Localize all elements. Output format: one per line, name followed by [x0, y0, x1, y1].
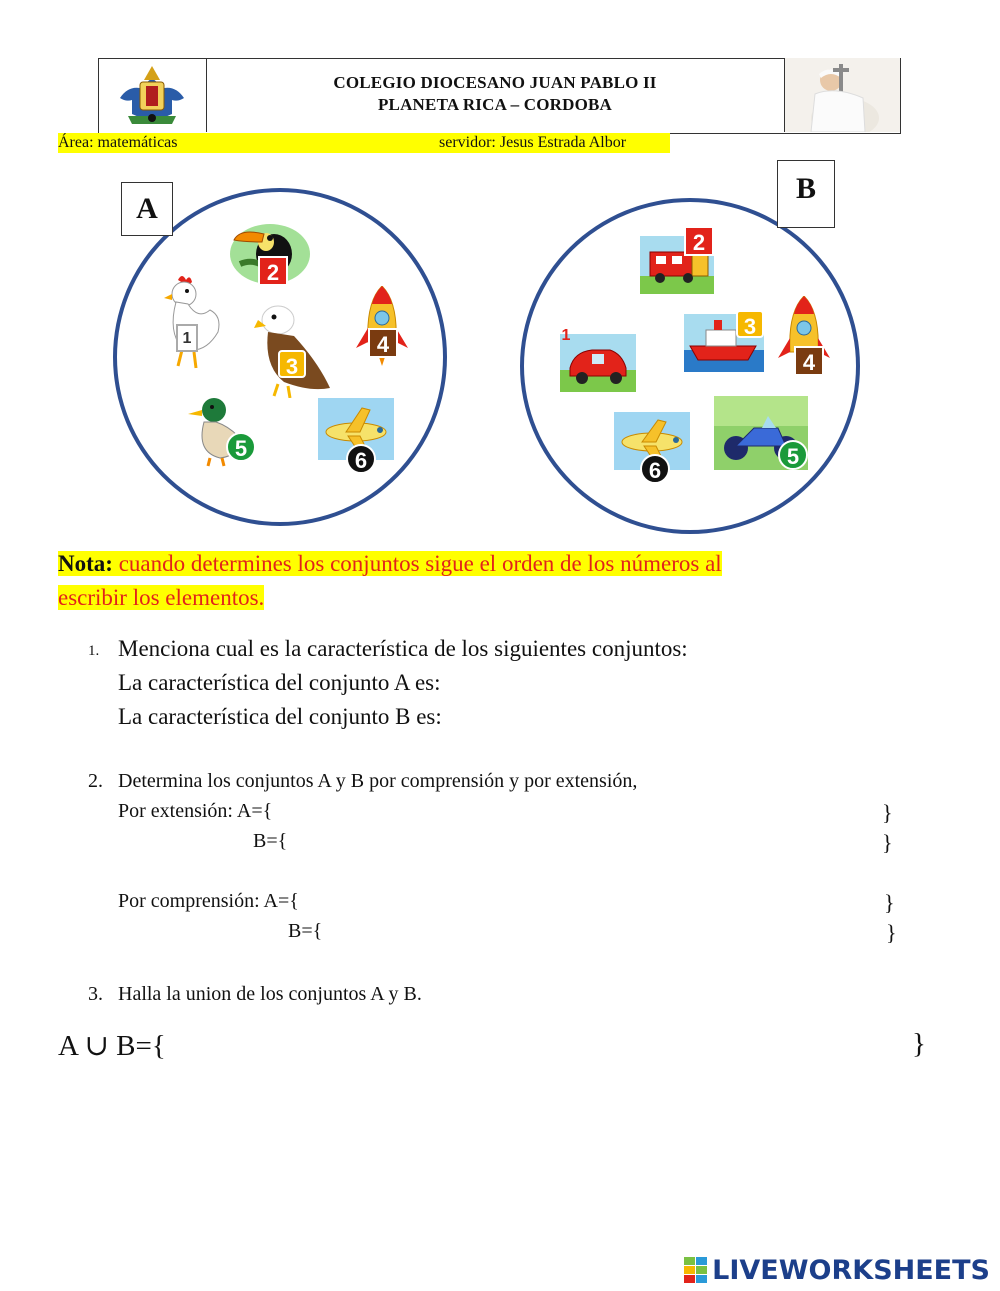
comprehension-b-close: }	[886, 920, 897, 945]
comprehension-b-label: B={	[288, 920, 323, 942]
set-b-item-rocket	[776, 296, 832, 380]
union-answer-line	[58, 1028, 938, 1068]
set-a-number-2: 2	[258, 256, 288, 286]
school-crest-icon	[98, 58, 206, 132]
question-1-set-b-line: La característica del conjunto B es:	[118, 704, 442, 729]
note-line1: cuando determines los conjuntos sigue el orden de los números al	[112, 551, 722, 576]
watermark-text: LIVEWORKSHEETS	[712, 1254, 990, 1286]
set-b-item-airplane	[614, 412, 690, 486]
note	[58, 547, 818, 615]
teacher-name: servidor: Jesus Estrada Albor	[439, 134, 627, 151]
question-3	[88, 983, 788, 1011]
set-a-item-airplane	[318, 398, 394, 474]
pope-photo-icon	[785, 58, 900, 132]
union-label: A ∪ B={	[58, 1030, 166, 1062]
extension-b-close: }	[882, 830, 893, 855]
school-title	[206, 72, 784, 116]
union-close: }	[912, 1028, 926, 1060]
set-b-number-3: 3	[736, 310, 764, 338]
set-b-item-motorcycle	[714, 396, 808, 472]
question-3-prompt: Halla la union de los conjuntos A y B.	[118, 983, 422, 1005]
question-1-set-a-line: La característica del conjunto A es:	[118, 670, 441, 695]
question-2-number: 2.	[88, 770, 103, 792]
question-1-number: 1.	[88, 643, 100, 659]
set-a-number-5: 5	[226, 432, 256, 462]
set-b-number-4: 4	[794, 346, 824, 376]
set-b-item-car	[556, 326, 636, 392]
set-b-number-6: 6	[640, 454, 670, 484]
question-2	[88, 770, 908, 950]
hen-icon	[158, 272, 226, 372]
comprehension-a-close: }	[884, 890, 895, 915]
school-location: PLANETA RICA – CORDOBA	[377, 95, 613, 114]
photo-cell	[784, 58, 900, 132]
set-b-number-1: 1	[561, 327, 571, 344]
note-label: Nota:	[58, 551, 113, 576]
set-a-number-1: 1	[176, 324, 198, 352]
question-3-number: 3.	[88, 983, 103, 1005]
extension-a-label: Por extensión: A={	[118, 800, 273, 822]
set-a-number-4: 4	[368, 328, 398, 358]
school-name: COLEGIO DIOCESANO JUAN PABLO II	[333, 73, 657, 92]
comprehension-a-label: Por comprensión: A={	[118, 890, 299, 912]
extension-a-close: }	[882, 800, 893, 825]
logo-cell	[98, 58, 207, 132]
set-a-item-eagle	[254, 302, 334, 398]
set-b-item-ship	[684, 310, 764, 372]
meta-bar	[58, 133, 670, 153]
set-a-label: A	[121, 182, 173, 236]
set-b-label: B	[777, 160, 835, 228]
set-a-item-duck	[186, 392, 258, 468]
question-1-prompt: Menciona cual es la característica de los siguientes conjuntos:	[118, 636, 688, 661]
set-a-item-hen	[158, 272, 226, 372]
question-2-prompt: Determina los conjuntos A y B por comprensión y por extensión,	[118, 770, 638, 792]
question-1	[88, 632, 848, 742]
set-b-number-5: 5	[778, 440, 808, 470]
subject-area: Área: matemáticas	[58, 134, 178, 151]
set-a-item-rocket	[354, 286, 410, 370]
set-a-number-6: 6	[346, 444, 376, 474]
set-a-number-3: 3	[278, 350, 306, 378]
set-b-number-2: 2	[684, 226, 714, 256]
note-line2: escribir los elementos.	[58, 585, 265, 610]
liveworksheets-logo-icon	[684, 1257, 708, 1283]
set-a-item-toucan	[230, 218, 310, 284]
extension-b-label: B={	[253, 830, 288, 852]
watermark	[684, 1255, 990, 1285]
set-b-item-train	[640, 226, 718, 296]
